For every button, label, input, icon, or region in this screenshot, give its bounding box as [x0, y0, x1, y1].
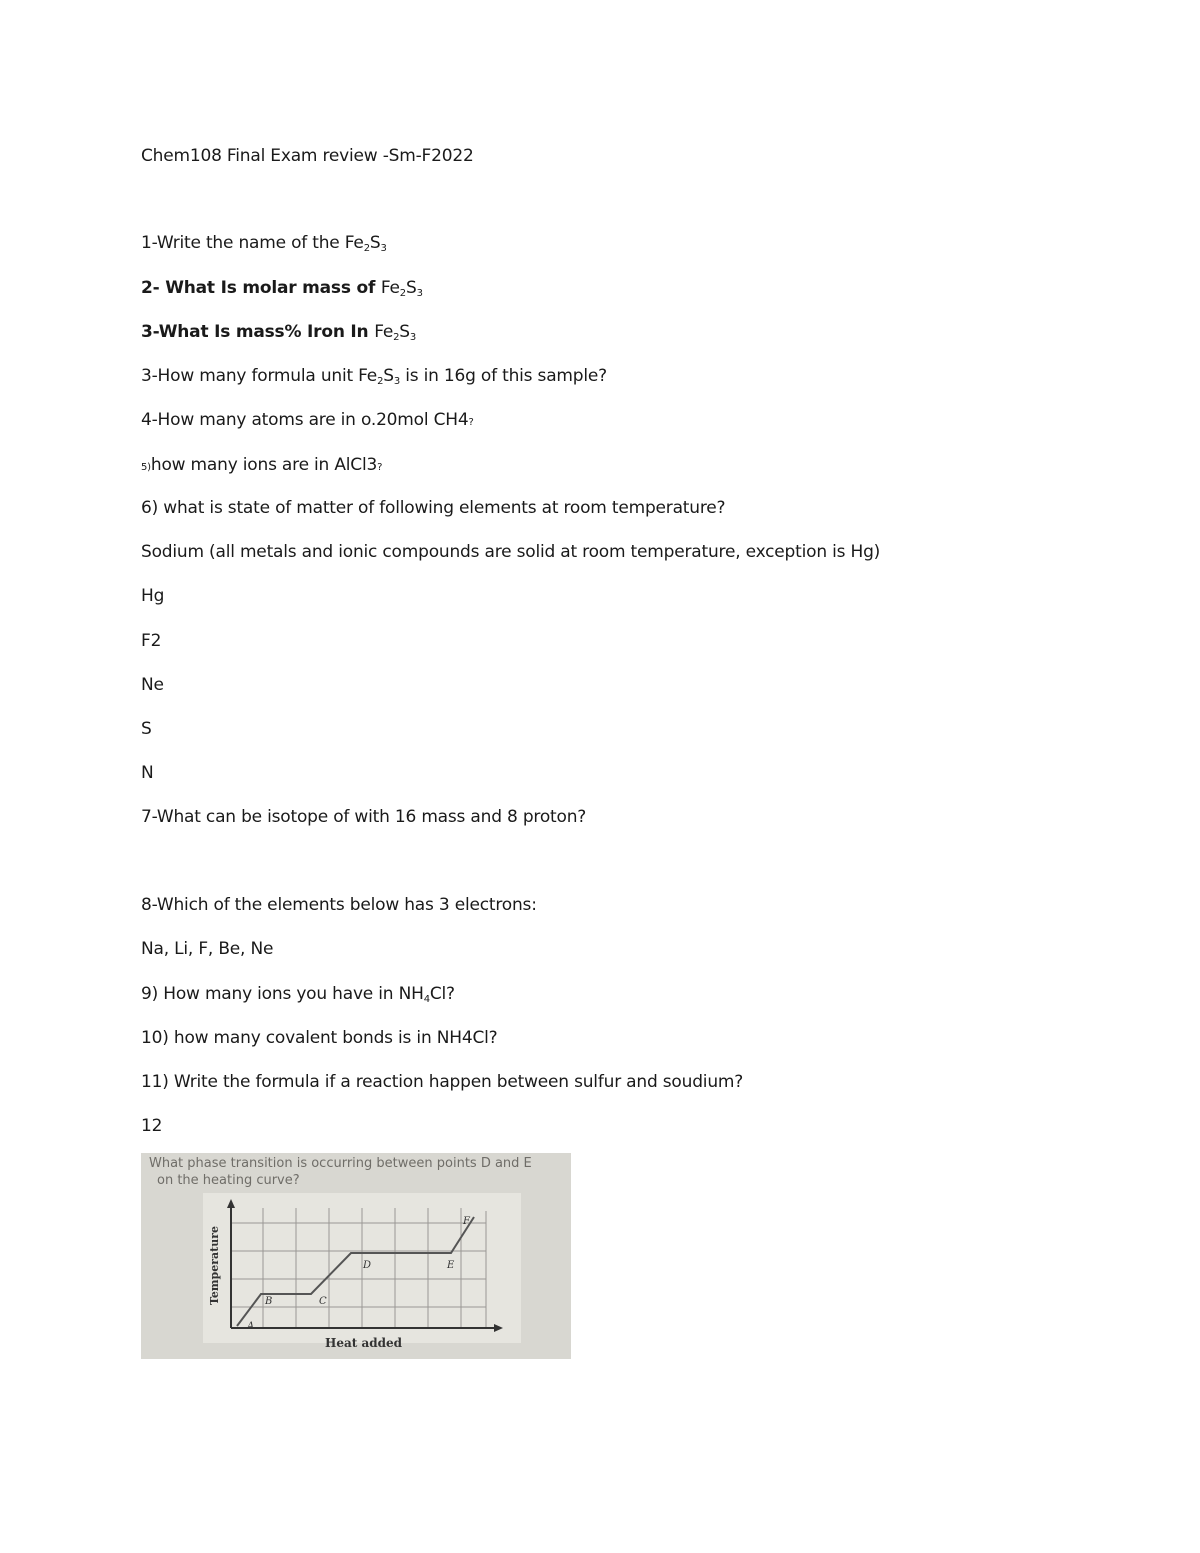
figure-question-line-1: What phase transition is occurring between points D and E — [149, 1156, 532, 1171]
question-11: 11) Write the formula if a reaction happen between sulfur and soudium? — [141, 1072, 744, 1092]
question-8-options: Na, Li, F, Be, Ne — [141, 939, 274, 959]
question-5: 5)how many ions are in AlCl3? — [141, 455, 383, 475]
formula-fe2s3: $Fe_2S_3$ — [344, 233, 387, 254]
formula-fe2s3: $Fe_2S_3$ — [380, 278, 423, 299]
element-item: S — [141, 719, 152, 739]
point-label-c: C — [319, 1296, 327, 1307]
element-item: Ne — [141, 675, 164, 695]
point-label-e: E — [447, 1260, 455, 1271]
point-label-f: F — [463, 1216, 470, 1227]
question-2: 2- What Is molar mass of $Fe_2S_3$ — [141, 278, 423, 299]
formula-fe2s3: $Fe_2S_3$ — [358, 366, 401, 387]
figure-question-line-2: on the heating curve? — [157, 1173, 300, 1188]
point-label-d: D — [363, 1260, 372, 1271]
heating-curve-figure — [141, 1153, 571, 1359]
question-1: 1-Write the name of the $Fe_2S_3$ — [141, 233, 387, 254]
question-10: 10) how many covalent bonds is in NH4Cl? — [141, 1028, 498, 1048]
question-8: 8-Which of the elements below has 3 electrons: — [141, 895, 537, 915]
question-3b: 3-How many formula unit $Fe_2S_3$ is in 16g of this sample? — [141, 366, 607, 387]
element-item: N — [141, 763, 154, 783]
point-label-a: A — [247, 1321, 255, 1332]
element-item: F2 — [141, 631, 162, 651]
formula-fe2s3: $Fe_2S_3$ — [374, 322, 417, 343]
question-6: 6) what is state of matter of following elements at room temperature? — [141, 498, 726, 518]
question-3a: 3-What Is mass% Iron In $Fe_2S_3$ — [141, 322, 417, 343]
question-12: 12 — [141, 1116, 163, 1136]
element-item: Hg — [141, 586, 165, 606]
heating-curve-chart — [141, 1153, 571, 1359]
question-4: 4-How many atoms are in o.20mol CH4? — [141, 410, 474, 430]
point-label-b: B — [265, 1296, 273, 1307]
question-6-note: Sodium (all metals and ionic compounds are solid at room temperature, exception is Hg) — [141, 542, 881, 562]
question-9: 9) How many ions you have in $NH_4Cl$? — [141, 984, 455, 1005]
question-7: 7-What can be isotope of with 16 mass and 8 proton? — [141, 807, 587, 827]
y-axis-label: Temperature — [208, 1225, 221, 1305]
x-axis-label: Heat added — [325, 1336, 403, 1350]
document-title: Chem108 Final Exam review -Sm-F2022 — [141, 146, 474, 166]
